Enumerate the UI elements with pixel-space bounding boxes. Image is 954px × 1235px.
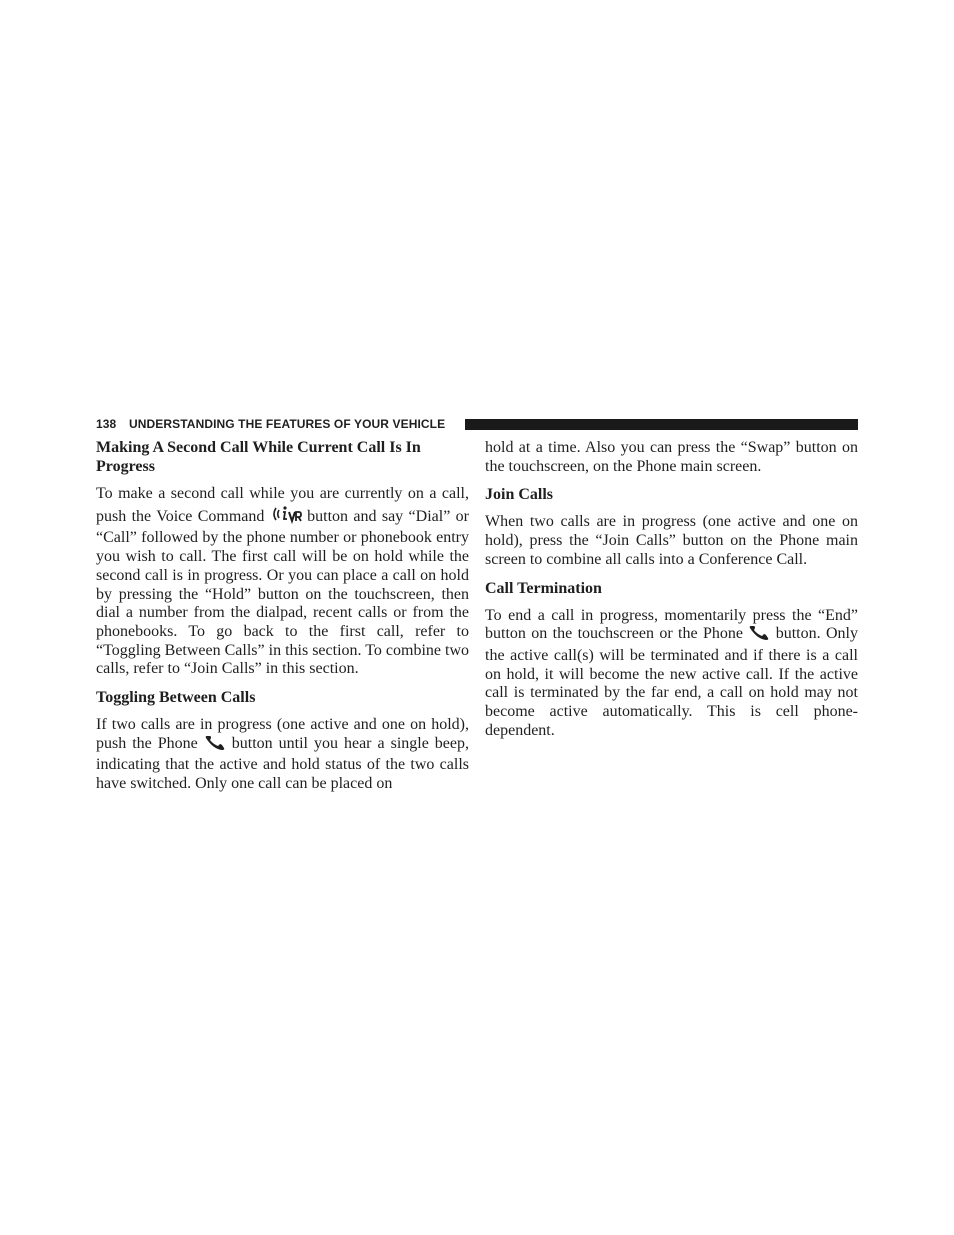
phone-icon [748,625,770,647]
phone-icon [204,735,226,757]
heading-call-termination: Call Termination [485,579,602,597]
paragraph-second-call-part1: To make a second call while you are currently on a call, push the Voice Command [96,485,469,525]
paragraph-swap: hold at a time. Also you can press the “Swap” button on the touchscreen, on the Phone main screen. [485,439,858,475]
right-column [485,438,858,740]
paragraph-call-termination-part2: button. Only the active call(s) will be terminated and if there is a call on hold, it will become the new active call. If the active call is terminated by the far end, a call on hold may not become active automatically. This is cell phone-dependent. [485,625,859,739]
heading-join-calls: Join Calls [485,486,554,504]
paragraph-toggling [96,716,469,794]
paragraph-join-calls: When two calls are in progress (one active and one on hold), press the “Join Calls” button on the Phone main screen to combine all calls into a Conference Call. [485,513,858,568]
paragraph-second-call-part2: button and say “Dial” or “Call” followed by the phone number or phonebook entry you wish to call. The first call will be on hold while the second call is in progress. Or you can place a call on hold by pressing the “Hold” button on the touchscreen, then dial a number from the dialpad, recent calls or from the phonebooks. To go back to the first call, refer to “Toggling Between Calls” in this section. To combine two calls, refer to “Join Calls” in this section. [96,507,469,678]
left-column [96,438,469,794]
page-header [96,417,858,431]
page-number: 138 [96,417,117,431]
heading-toggling: Toggling Between Calls [96,689,256,707]
heading-second-call: Making A Second Call While Current Call Is In Progress [96,439,421,475]
paragraph-toggling-part2: button until you hear a single beep, indicating that the active and hold status of the two calls have switched. Only one call can be placed on [96,734,470,793]
paragraph-call-termination [485,607,858,741]
header-rule [465,419,858,430]
paragraph-toggling-part1: If two calls are in progress (one active and one on hold), push the Phone [96,716,469,752]
section-title: UNDERSTANDING THE FEATURES OF YOUR VEHICLE [129,417,446,431]
paragraph-second-call [96,485,469,679]
voice-command-icon [270,504,302,530]
paragraph-call-termination-part1: To end a call in progress, momentarily press the “End” button on the touchscreen or the Phone [485,606,858,643]
